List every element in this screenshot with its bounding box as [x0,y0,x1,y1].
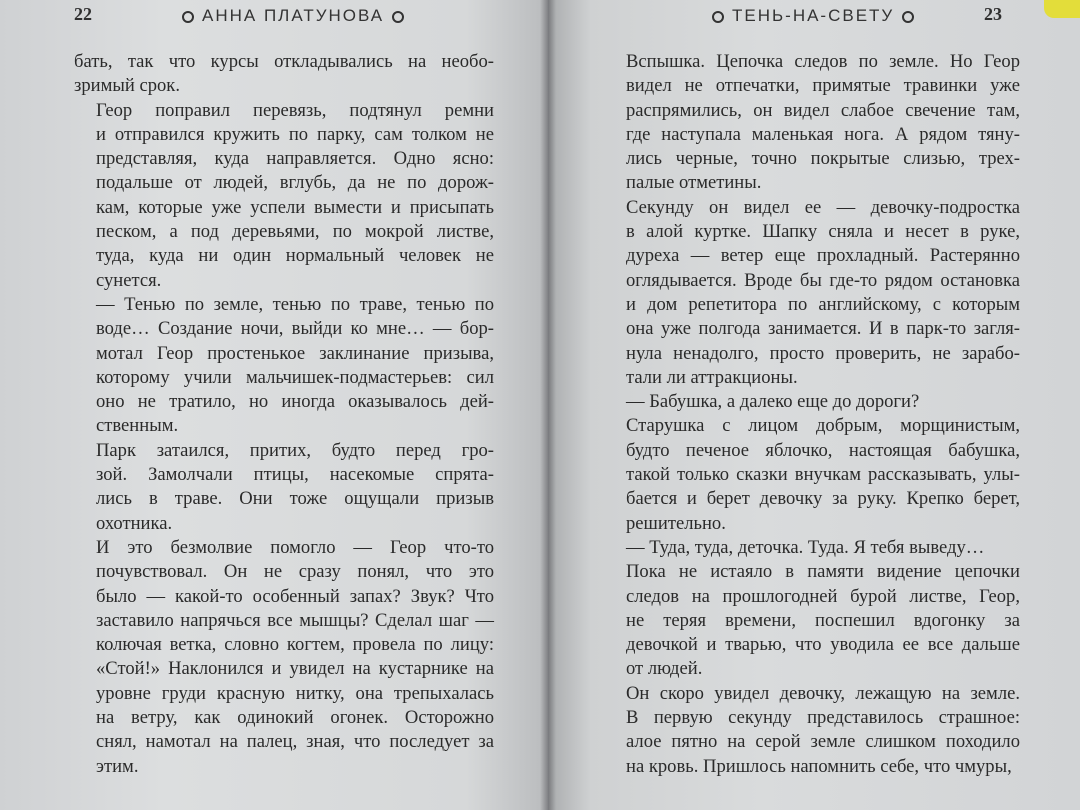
text-line: где наступала маленькая нога. А рядом тяну- [626,123,1020,145]
running-head [174,6,412,26]
text-line: этим. [96,755,139,777]
running-head-text: ТЕНЬ-НА-СВЕТУ [732,6,895,25]
text-line: почувствовал. Он не сразу понял, что это [96,561,494,583]
text-line: снял, намотал на палец, зная, что последует за [96,731,494,753]
text-line: Пока не истаяло в памяти видение цепочки [626,561,1020,583]
text-line: Старушка с лицом добрым, морщинистым, [626,415,1020,437]
text-line: она уже полгода занимается. И в парк-то загля- [626,318,1020,340]
ornament-icon [902,11,914,23]
page-number: 23 [984,4,1002,24]
body-text [74,50,494,779]
ornament-icon [712,11,724,23]
paragraph [604,536,1020,560]
text-line: мотал Геор простенькое заклинание призыва, [96,342,494,364]
text-line: решительно. [626,512,726,534]
text-line: «Стой!» Наклонился и увидел на кустарнике на [96,658,494,680]
paragraph [74,293,494,439]
text-line: колючая ветка, словно когтем, провела по лицу: [96,634,494,656]
text-line: девочкой и тварью, что уводила ее все дальше [626,634,1020,656]
text-line: лись в траве. Они тоже ощущали призыв [96,488,494,510]
text-line: — Туда, туда, деточка. Туда. Я тебя выведу… [626,536,985,558]
body-text [604,50,1020,779]
gutter-shadow [540,0,556,810]
ornament-icon [182,11,194,23]
text-line: лись черные, точно покрытые слизью, трех- [626,148,1020,170]
text-line: оно не тратило, но иногда оказывалось дей- [96,391,494,413]
text-line: — Тенью по земле, тенью по траве, тенью по [96,293,494,315]
paragraph [604,50,1020,196]
text-line: на кровь. Пришлось напомнить себе, что чмуры, [626,755,1012,777]
text-line: бается и берет девочку за руку. Крепко берет, [626,488,1020,510]
text-line: туда, куда ни один нормальный человек не [96,245,494,267]
text-line: распрямились, он видел слабое свечение там, [626,99,1020,121]
text-line: зой. Замолчали птицы, насекомые спрята- [96,464,494,486]
text-line: Секунду он видел ее — девочку-подростка [626,196,1020,218]
paragraph [74,50,494,99]
text-line: представляя, куда направляется. Одно ясно: [96,148,494,170]
paragraph [74,439,494,536]
right-page [548,0,1080,810]
paragraph [604,390,1020,414]
running-head-text: АННА ПЛАТУНОВА [202,6,385,25]
text-line: заставило напрячься все мышцы? Сделал шаг — [96,609,494,631]
text-line: Он скоро увидел девочку, лежащую на земле. [626,682,1020,704]
text-line: уровне груди красную нитку, она трепыхалась [96,682,494,704]
text-line: Вспышка. Цепочка следов по земле. Но Геор [626,51,1020,72]
text-line: нула ненадолго, просто проверить, не зарабо- [626,342,1020,364]
text-line: воде… Создание ночи, выйди ко мне… — бор- [96,318,494,340]
text-line: кам, которые уже успели вымести и присыпать [96,196,494,218]
paragraph [74,536,494,779]
text-line: от людей. [626,658,703,680]
text-line: алое пятно на серой земле слишком походило [626,731,1020,753]
running-head [704,6,922,26]
text-line: следов на прошлогодней бурой листве, Геор, [626,585,1020,607]
text-line: подальше от людей, вглубь, да не по дорож- [96,172,494,194]
text-line: было — какой-то особенный запах? Звук? Что [96,585,494,607]
text-line: И это безмолвие помогло — Геор что-то [96,536,494,558]
text-line: будто печеное яблочко, настоящая бабушка, [626,439,1020,461]
text-line: на ветру, как одинокий огонек. Осторожно [96,707,494,729]
text-line: и дом репетитора по английскому, с которым [626,293,1020,315]
text-line: тали ли аттракционы. [626,366,798,388]
text-line: видел не отпечатки, примятые травинки уже [626,75,1020,97]
text-line: зримый срок. [74,75,180,97]
text-line: которому учили мальчишек-подмастерьев: сил [96,366,494,388]
paragraph [604,560,1020,681]
text-line: охотника. [96,512,173,534]
text-line: дуреха — ветер еще прохладный. Растерянно [626,245,1020,267]
ornament-icon [392,11,404,23]
page-number: 22 [74,4,92,24]
text-line: в алой куртке. Шапку сняла и несет в руке, [626,221,1020,243]
paragraph [604,682,1020,779]
text-line: оглядывается. Вроде бы где-то рядом остановка [626,269,1020,291]
text-line: и отправился кружить по парку, сам толком не [96,123,494,145]
text-line: палые отметины. [626,172,762,194]
bookmark-clip [1044,0,1080,18]
text-line: такой только сказки внучкам рассказывать, улы- [626,464,1020,486]
paragraph [74,99,494,293]
text-line: не теряя времени, поспешил вдогонку за [626,609,1020,631]
text-line: Парк затаился, притих, будто перед гро- [96,439,494,461]
text-line: В первую секунду представилось страшное: [626,707,1020,729]
text-line: песком, а под деревьями, по мокрой листве, [96,221,494,243]
paragraph [604,414,1020,535]
text-line: Геор поправил перевязь, подтянул ремни [96,99,494,121]
text-line: бать, так что курсы откладывались на необо- [74,51,494,72]
text-line: ственным. [96,415,179,437]
paragraph [604,196,1020,390]
text-line: сунется. [96,269,162,291]
text-line: — Бабушка, а далеко еще до дороги? [626,391,920,413]
